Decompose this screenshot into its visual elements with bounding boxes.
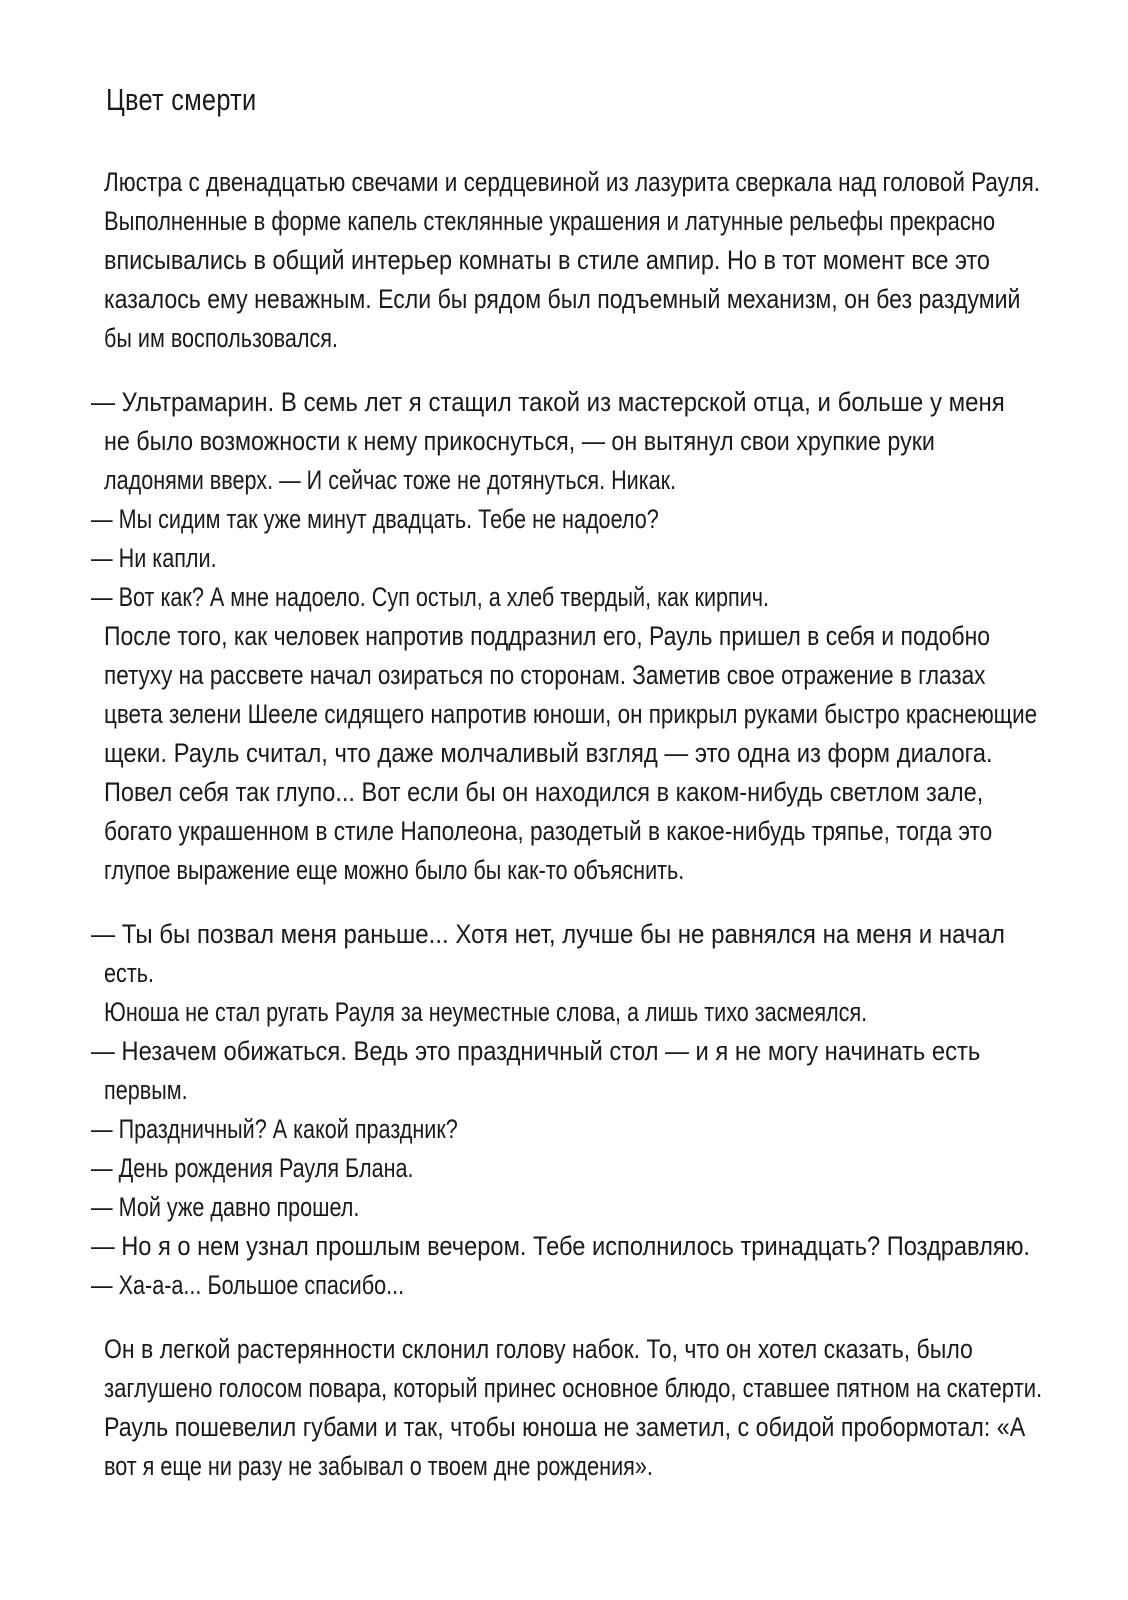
text-line: Люстра с двенадцатью свечами и сердцевиной из лазурита сверкала над головой Рауля.	[104, 167, 1041, 197]
text-line: — День рождения Рауля Блана.	[91, 1153, 414, 1183]
text-line: — Праздничный? А какой праздник?	[91, 1114, 458, 1144]
text-line: первым.	[104, 1075, 188, 1105]
text-line: заглушено голосом повара, который принес основное блюдо, ставшее пятном на скатерти.	[104, 1373, 1043, 1403]
text-line: Повел себя так глупо... Вот если бы он находился в каком-нибудь светлом зале,	[104, 777, 984, 807]
text-line: казалось ему неважным. Если бы рядом был подъемный механизм, он без раздумий	[104, 284, 1021, 314]
text-line: Рауль пошевелил губами и так, чтобы юноша не заметил, с обидой пробормотал: «А	[104, 1412, 1026, 1442]
text-line: глупое выражение еще можно было бы как-то объяснить.	[104, 855, 685, 885]
text-line: — Но я о нем узнал прошлым вечером. Тебе исполнилось тринадцать? Поздравляю.	[91, 1231, 1030, 1261]
text-line: Выполненные в форме капель стеклянные украшения и латунные рельефы прекрасно	[104, 206, 996, 236]
text-line: вот я еще ни разу не забывал о твоем дне рождения».	[104, 1451, 653, 1481]
text-line: вписывались в общий интерьер комнаты в стиле ампир. Но в тот момент все это	[104, 245, 990, 275]
text-line: не было возможности к нему прикоснуться, — он вытянул свои хрупкие руки	[104, 426, 935, 456]
text-line: Юноша не стал ругать Рауля за неуместные слова, а лишь тихо засмеялся.	[104, 997, 868, 1027]
page-title: Цвет смерти	[106, 82, 257, 117]
text-line: бы им воспользовался.	[104, 323, 338, 353]
text-line: — Ни капли.	[91, 543, 217, 573]
text-line: После того, как человек напротив поддразнил его, Рауль пришел в себя и подобно	[104, 621, 991, 651]
text-line: — Вот как? А мне надоело. Суп остыл, а хлеб твердый, как кирпич.	[91, 582, 770, 612]
text-line: петуху на рассвете начал озираться по сторонам. Заметив свое отражение в глазах	[104, 660, 986, 690]
text-line: — Незачем обижаться. Ведь это праздничный стол — и я не могу начинать есть	[91, 1036, 981, 1066]
text-line: Он в легкой растерянности склонил голову набок. То, что он хотел сказать, было	[104, 1334, 973, 1364]
text-line: цвета зелени Шееле сидящего напротив юноши, он прикрыл руками быстро краснеющие	[104, 699, 1038, 729]
text-line: богато украшенном в стиле Наполеона, разодетый в какое-нибудь тряпье, тогда это	[104, 816, 993, 846]
text-line: есть.	[104, 958, 154, 988]
text-line: — Мы сидим так уже минут двадцать. Тебе не надоело?	[91, 504, 659, 534]
text-line: — Ультрамарин. В семь лет я стащил такой из мастерской отца, и больше у меня	[91, 387, 1005, 417]
text-line: щеки. Рауль считал, что даже молчаливый взгляд — это одна из форм диалога.	[104, 738, 993, 768]
text-line: — Ты бы позвал меня раньше... Хотя нет, лучше бы не равнялся на меня и начал	[91, 919, 1005, 949]
text-line: ладонями вверх. — И сейчас тоже не дотянуться. Никак.	[104, 465, 677, 495]
text-line: — Мой уже давно прошел.	[91, 1192, 360, 1222]
text-line: — Ха-а-а... Большое спасибо...	[91, 1270, 405, 1300]
